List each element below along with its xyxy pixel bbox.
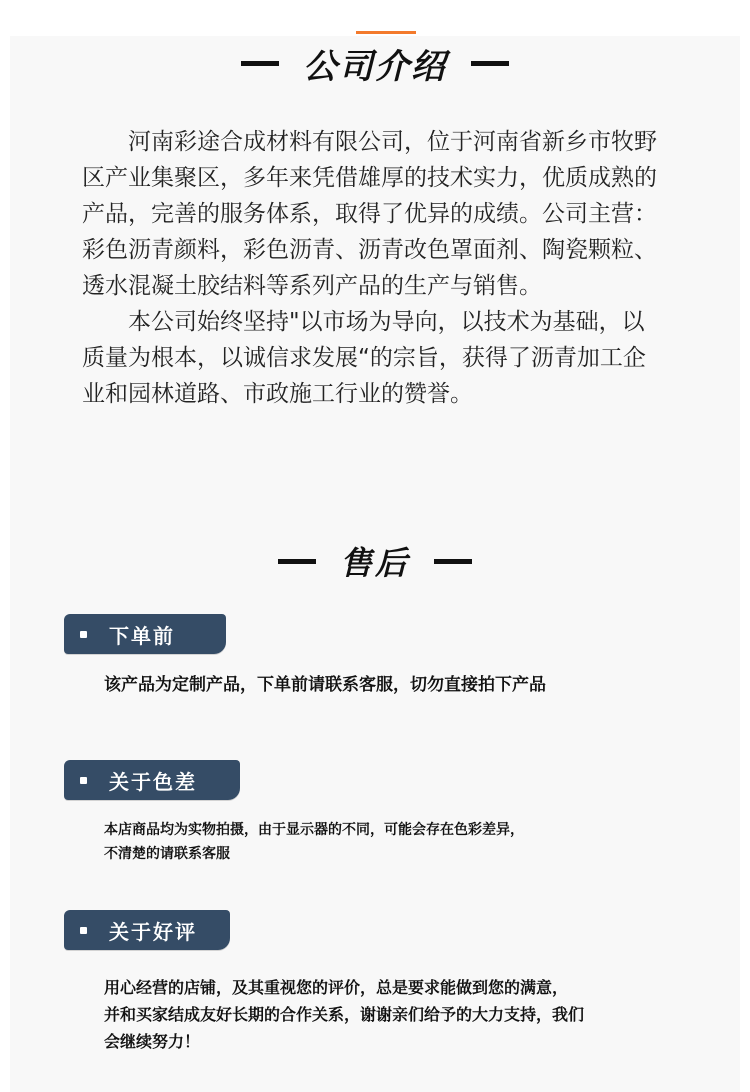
bullet-icon [80, 777, 87, 784]
text-line: 该产品为定制产品，下单前请联系客服，切勿直接拍下产品 [104, 675, 546, 695]
company-intro-title: 公司介绍 [303, 46, 447, 87]
intro-paragraph-1: 河南彩途合成材料有限公司，位于河南省新乡市牧野区产业集聚区，多年来凭借雄厚的技术实力，优质成熟的产品，完善的服务体系，取得了优异的成绩。公司主营：彩色沥青颜料，彩色沥青、沥青改色罩面剂、陶瓷颗粒、透水混凝土胶结料等系列产品的生产与销售。 [82, 129, 657, 299]
text-line: 不清楚的请联系客服 [104, 846, 230, 862]
tag-label: 关于色差 [109, 769, 197, 794]
before-order-text [104, 672, 714, 698]
text-line: 本店商品均为实物拍摄，由于显示器的不同，可能会存在色彩差异， [104, 822, 524, 838]
after-sale-heading [0, 538, 750, 584]
company-intro-text [82, 124, 666, 412]
title-dash-left [278, 559, 316, 564]
intro-paragraph-2: 本公司始终坚持"以市场为导向，以技术为基础，以质量为根本，以诚信求发展“的宗旨，获得了沥青加工企业和园林道路、市政施工行业的赞誉。 [82, 309, 646, 407]
bullet-icon [80, 927, 87, 934]
tag-label: 关于好评 [109, 919, 197, 944]
text-line: 用心经营的店铺，及其重视您的评价，总是要求能做到您的满意， [104, 978, 569, 997]
title-dash-right [471, 61, 509, 66]
tag-label: 下单前 [109, 623, 175, 648]
text-line: 会继续努力！ [104, 1032, 201, 1051]
positive-review-text [104, 974, 714, 1055]
title-dash-right [434, 559, 472, 564]
text-line: 并和买家结成友好长期的合作关系，谢谢亲们给予的大力支持，我们 [104, 1005, 585, 1024]
accent-bar [356, 31, 416, 34]
tag-before-order [64, 614, 226, 654]
tag-color-difference [64, 760, 240, 800]
tag-positive-review [64, 910, 230, 950]
company-intro-heading [0, 40, 750, 86]
color-difference-text [104, 818, 714, 866]
after-sale-title: 售后 [339, 544, 410, 582]
bullet-icon [80, 631, 87, 638]
title-dash-left [241, 61, 279, 66]
